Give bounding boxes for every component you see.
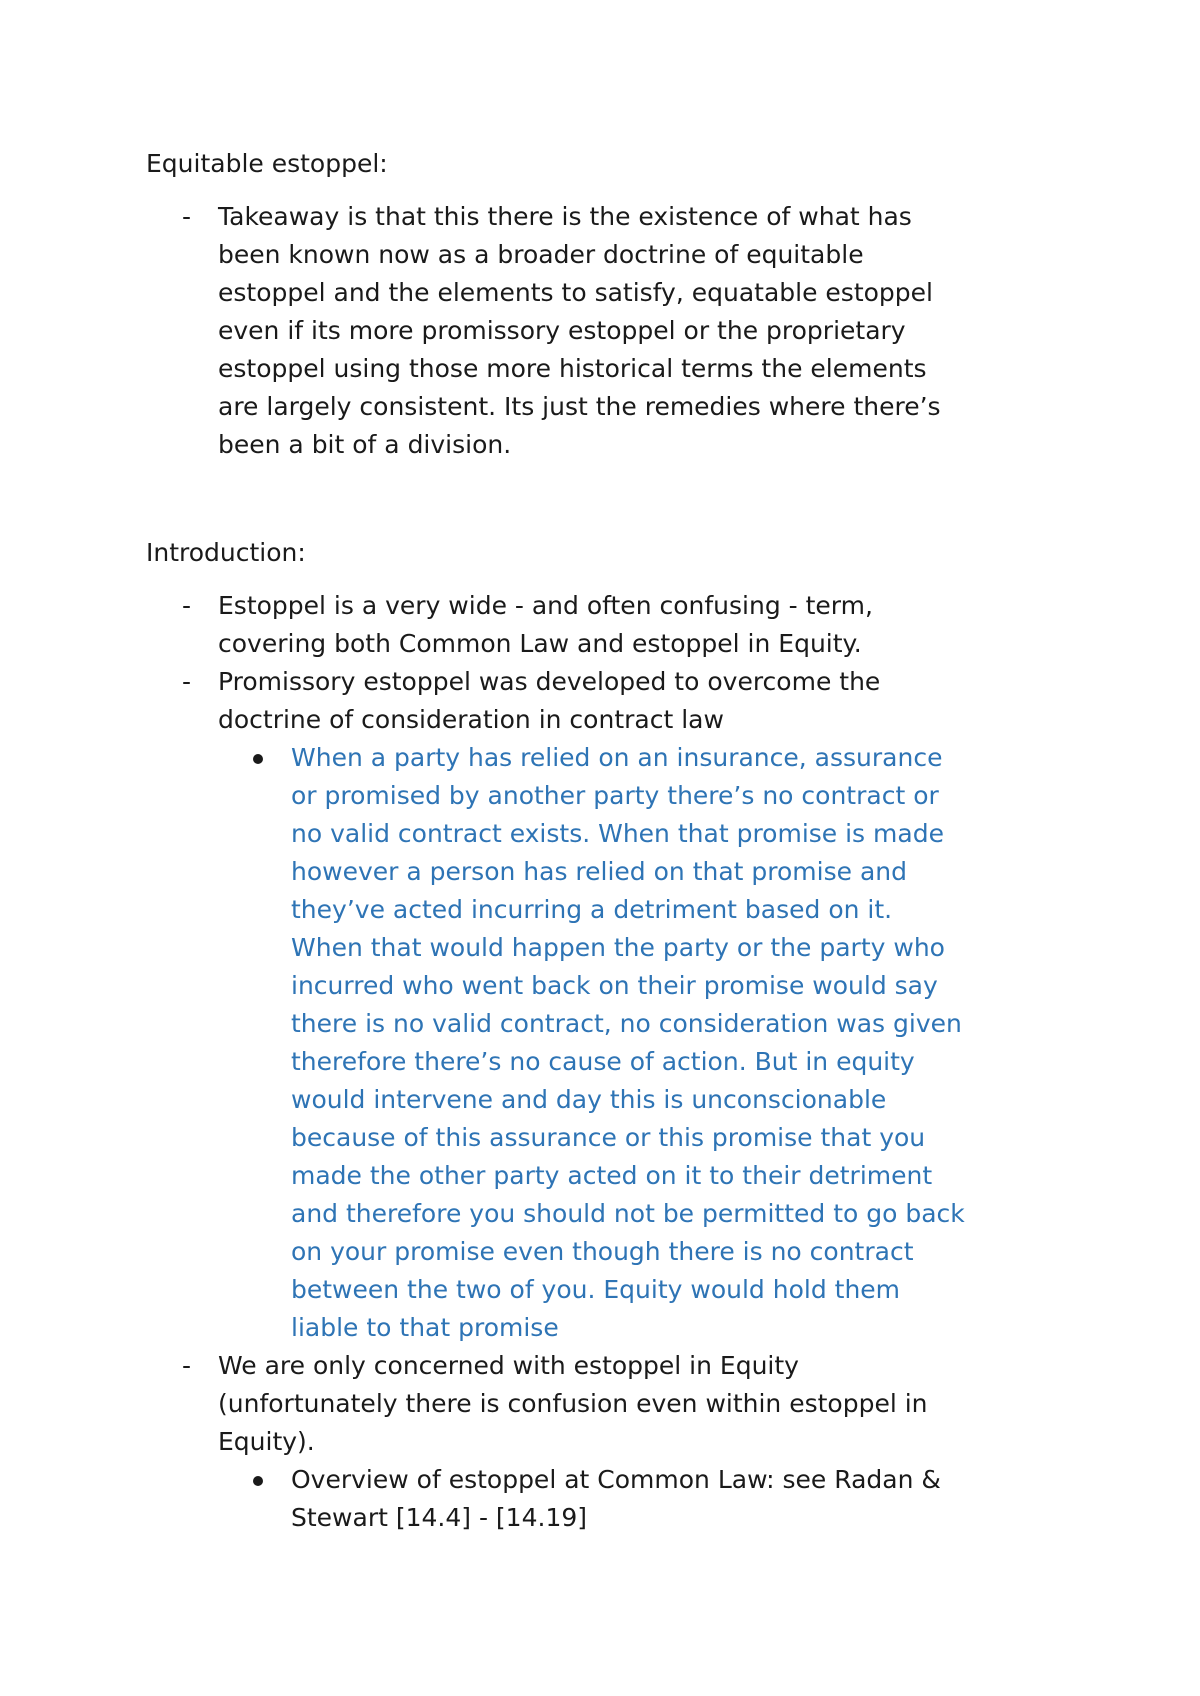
equitable-estoppel-list	[0, 198, 1068, 464]
text-line: When that would happen the party or the party who	[291, 933, 945, 962]
text-line: We are only concerned with estoppel in Equity	[218, 1351, 799, 1380]
text-line: Takeaway is that this there is the existence of what has	[218, 202, 912, 231]
text-line: and therefore you should not be permitted to go back	[291, 1199, 965, 1228]
dash-marker: -	[182, 202, 192, 231]
heading-introduction: Introduction:	[146, 538, 306, 567]
text-line: estoppel and the elements to satisfy, equatable estoppel	[218, 278, 933, 307]
text-line: however a person has relied on that promise and	[291, 857, 907, 886]
dash-marker: -	[182, 1351, 192, 1380]
text-line: would intervene and day this is unconscionable	[291, 1085, 887, 1114]
bullet-marker	[253, 754, 263, 764]
text-line: there is no valid contract, no consideration was given	[291, 1009, 962, 1038]
list-item	[0, 198, 1068, 464]
text-line: they’ve acted incurring a detriment based on it.	[291, 895, 893, 924]
heading-equitable-estoppel: Equitable estoppel:	[146, 149, 388, 178]
dash-marker: -	[182, 667, 192, 696]
text-line: Equity).	[218, 1427, 315, 1456]
text-line: Promissory estoppel was developed to overcome the	[218, 667, 881, 696]
bullet-marker	[253, 1476, 263, 1486]
text-line: estoppel using those more historical terms the elements	[218, 354, 927, 383]
text-line: are largely consistent. Its just the remedies where there’s	[218, 392, 941, 421]
text-line: between the two of you. Equity would hold them	[291, 1275, 901, 1304]
text-line: even if its more promissory estoppel or the proprietary	[218, 316, 906, 345]
introduction-list	[0, 587, 1091, 1537]
text-line: been a bit of a division.	[218, 430, 512, 459]
sub-list-item	[0, 1461, 1091, 1537]
text-line: When a party has relied on an insurance, assurance	[291, 743, 943, 772]
text-line: covering both Common Law and estoppel in Equity.	[218, 629, 862, 658]
text-line: been known now as a broader doctrine of equitable	[218, 240, 864, 269]
dash-marker: -	[182, 591, 192, 620]
list-item	[0, 587, 1068, 663]
text-line: made the other party acted on it to their detriment	[291, 1161, 933, 1190]
text-line: (unfortunately there is confusion even within estoppel in	[218, 1389, 928, 1418]
text-line: because of this assurance or this promise that you	[291, 1123, 926, 1152]
text-line: Overview of estoppel at Common Law: see Radan &	[291, 1465, 941, 1494]
text-line: therefore there’s no cause of action. But in equity	[291, 1047, 915, 1076]
sub-list-item	[0, 739, 1091, 1347]
text-line: on your promise even though there is no contract	[291, 1237, 914, 1266]
text-line: Estoppel is a very wide - and often confusing - term,	[218, 591, 873, 620]
text-line: doctrine of consideration in contract law	[218, 705, 724, 734]
list-item	[0, 663, 1068, 739]
text-line: Stewart [14.4] - [14.19]	[291, 1503, 588, 1532]
text-line: liable to that promise	[291, 1313, 559, 1342]
text-line: no valid contract exists. When that promise is made	[291, 819, 944, 848]
text-line: or promised by another party there’s no contract or	[291, 781, 939, 810]
list-item	[0, 1347, 1068, 1461]
text-line: incurred who went back on their promise would say	[291, 971, 938, 1000]
